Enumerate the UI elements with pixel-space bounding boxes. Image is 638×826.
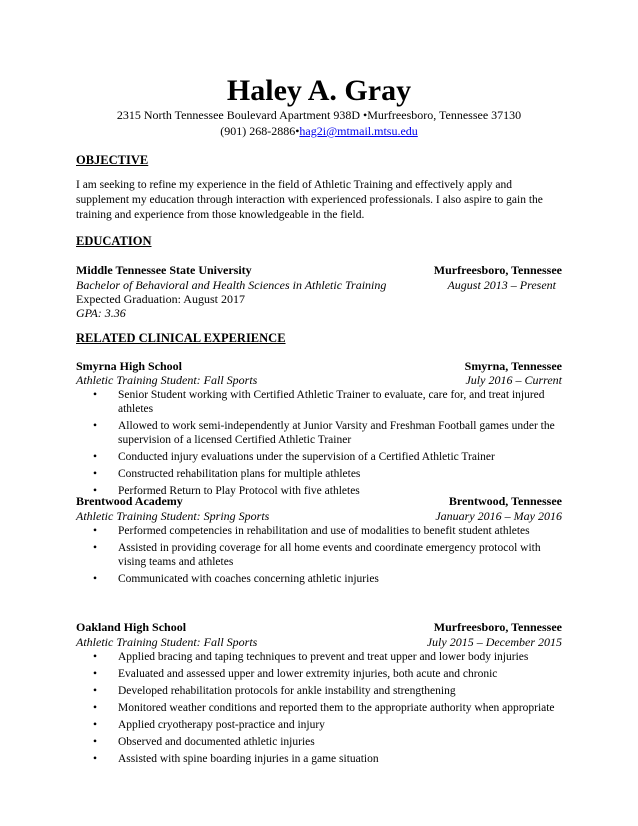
bullet-icon: • — [93, 420, 98, 432]
job-org: Oakland High School — [76, 620, 187, 634]
bullet-icon: • — [93, 573, 98, 585]
job-role: Athletic Training Student: Fall Sports — [76, 373, 258, 387]
phone-number: (901) 268-2886• — [220, 124, 300, 138]
bullet-icon: • — [93, 685, 98, 697]
contact-line — [0, 124, 638, 138]
bullet-icon: • — [93, 389, 98, 401]
graduation-date: Expected Graduation: August 2017 — [76, 292, 245, 306]
job-location: Smyrna, Tennessee — [464, 359, 562, 373]
job-org: Smyrna High School — [76, 359, 183, 373]
bullet-item: • Monitored weather conditions and reported them to the appropriate authority when appropriate — [93, 702, 555, 714]
school-location: Murfreesboro, Tennessee — [433, 263, 562, 277]
job-dates: January 2016 – May 2016 — [435, 509, 562, 523]
bullet-icon: • — [93, 702, 98, 714]
bullet-item: • Allowed to work semi-independently at Junior Varsity and Freshman Football games under the supervision of a licensed Certified Athletic Trainer — [93, 420, 555, 446]
education-heading: EDUCATION — [76, 234, 152, 248]
bullet-icon: • — [93, 485, 98, 497]
bullet-icon: • — [93, 719, 98, 731]
degree-dates: August 2013 – Present — [447, 278, 556, 292]
job-dates: July 2015 – December 2015 — [426, 635, 562, 649]
job-bullets — [76, 524, 566, 589]
bullet-icon: • — [93, 753, 98, 765]
job-location: Brentwood, Tennessee — [448, 494, 562, 508]
objective-line: supplement my education through interaction with experienced professionals. I also aspire to gain the — [76, 194, 543, 206]
objective-text — [76, 178, 566, 223]
bullet-icon: • — [93, 736, 98, 748]
bullet-icon: • — [93, 668, 98, 680]
degree-name: Bachelor of Behavioral and Health Sciences in Athletic Training — [76, 278, 387, 292]
bullet-item: • Communicated with coaches concerning athletic injuries — [93, 573, 379, 585]
bullet-item: • Performed competencies in rehabilitation and use of modalities to benefit student athletes — [93, 525, 530, 537]
job-location: Murfreesboro, Tennessee — [433, 620, 562, 634]
job-bullets — [76, 650, 566, 769]
address-line: 2315 North Tennessee Boulevard Apartment 938D •Murfreesboro, Tennessee 37130 — [116, 108, 522, 122]
job-role: Athletic Training Student: Spring Sports — [76, 509, 270, 523]
bullet-icon: • — [93, 651, 98, 663]
candidate-name: Haley A. Gray — [226, 74, 412, 107]
bullet-item: • Constructed rehabilitation plans for multiple athletes — [93, 468, 361, 480]
objective-line: I am seeking to refine my experience in the field of Athletic Training and effectively apply and — [76, 179, 513, 191]
bullet-item: • Applied cryotherapy post-practice and injury — [93, 719, 325, 731]
job-dates: July 2016 – Current — [465, 373, 562, 387]
bullet-item: • Developed rehabilitation protocols for ankle instability and strengthening — [93, 685, 456, 697]
school-name: Middle Tennessee State University — [76, 263, 252, 277]
bullet-icon: • — [93, 468, 98, 480]
job-org: Brentwood Academy — [76, 494, 183, 508]
bullet-item: • Assisted in providing coverage for all home events and coordinate emergency protocol with vising teams and athletes — [93, 542, 541, 568]
bullet-icon: • — [93, 525, 98, 537]
bullet-item: • Assisted with spine boarding injuries in a game situation — [93, 753, 379, 765]
bullet-item: • Applied bracing and taping techniques to prevent and treat upper and lower body injuries — [93, 651, 529, 663]
bullet-item: • Performed Return to Play Protocol with five athletes — [93, 485, 360, 497]
bullet-item: • Observed and documented athletic injuries — [93, 736, 315, 748]
experience-heading: RELATED CLINICAL EXPERIENCE — [76, 331, 286, 345]
bullet-item: • Senior Student working with Certified Athletic Trainer to evaluate, care for, and treat injured athletes — [93, 389, 545, 415]
bullet-icon: • — [93, 451, 98, 463]
objective-line: training and experience from those knowledgeable in the field. — [76, 209, 365, 221]
job-bullets — [76, 388, 566, 501]
bullet-item: • Evaluated and assessed upper and lower extremity injuries, both acute and chronic — [93, 668, 498, 680]
email-link[interactable]: hag2i@mtmail.mtsu.edu — [299, 124, 418, 138]
gpa-value: GPA: 3.36 — [76, 306, 126, 320]
bullet-icon: • — [93, 542, 98, 554]
job-role: Athletic Training Student: Fall Sports — [76, 635, 258, 649]
objective-heading: OBJECTIVE — [76, 153, 149, 167]
bullet-item: • Conducted injury evaluations under the supervision of a Certified Athletic Trainer — [93, 451, 495, 463]
